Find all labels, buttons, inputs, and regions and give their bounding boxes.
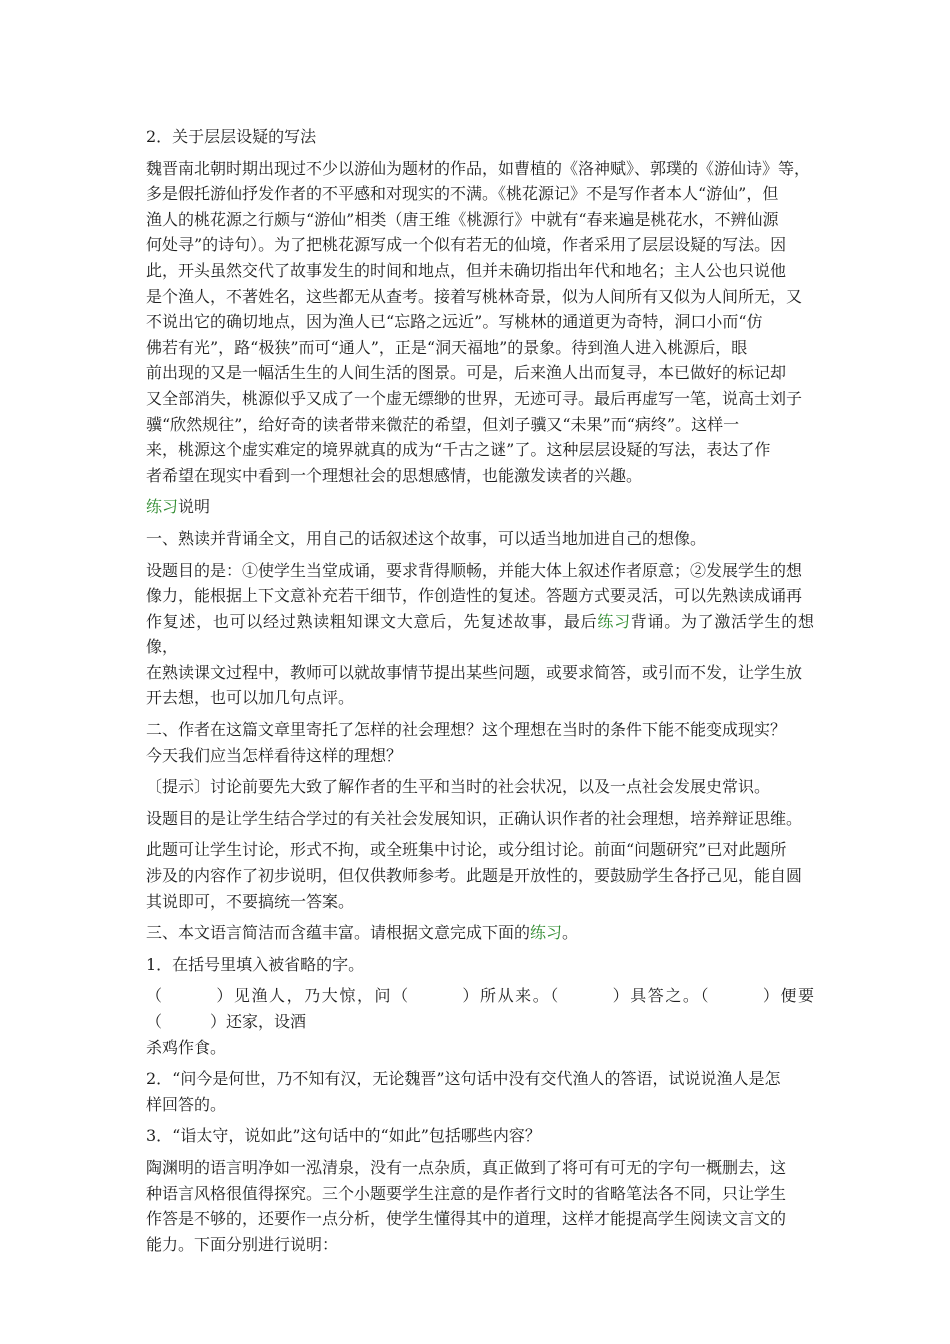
section-heading: 2．关于层层设疑的写法: [146, 127, 317, 146]
question-2-discussion: 此题可让学生讨论，形式不拘，或全班集中讨论，或分组讨论。前面“问题研究”已对此题所 涉及的内容作了初步说明，但仅供教师参考。此题是开放性的，要鼓励学生各抒己见，能自圆 其说即可，不要搞统一答案。: [146, 840, 803, 911]
exercise-link-q3[interactable]: 练习: [530, 923, 563, 943]
exercise-link[interactable]: 练习: [146, 497, 179, 517]
question-2: 二、作者在这篇文章里寄托了怎样的社会理想？这个理想在当时的条件下能不能变成现实？ 今天我们应当怎样看待这样的理想？: [146, 720, 787, 765]
q1-explanation-part-a: 设题目的是：①使学生当堂成诵，要求背得顺畅，并能大体上叙述作者原意；②发展学生的想 像力，能根据上下文意补充若干细节，作创造性的复述。答题方式要灵活，可以先熟读成诵再 作复述，也可以经过熟读粗知课文大意后，先复述故事，最后: [146, 560, 803, 631]
q3-part-b: 。: [562, 923, 579, 943]
q1-explanation-part-b: 背诵。为了激活学生的想像， 在熟读课文过程中，教师可以就故事情节提出某些问题，或要求简答，或引而不发，让学生放 开去想，也可以加几句点评。: [146, 611, 814, 708]
closing-paragraph: 陶渊明的语言明净如一泓清泉，没有一点杂质，真正做到了将可有可无的字句一概删去，这 种语言风格很值得探究。三个小题要学生注意的是作者行文时的省略笔法各不同，只让学生 作答是不够的，还要作一点分析，使学生懂得其中的道理，这样才能提高学生阅读文言文的 能力。下面分别进行说明：: [146, 1157, 787, 1254]
question-3-1-fill: （ ）见渔人，乃大惊，问（ ）所从来。（ ）具答之。（ ）便要（ ）还家，设酒 杀鸡作食。: [146, 986, 814, 1057]
question-3-1: 1．在括号里填入被省略的字。: [146, 954, 365, 974]
question-1-explanation: [146, 558, 814, 712]
question-3: [146, 920, 814, 946]
q3-part-a: 三、本文语言简洁而含蕴丰富。请根据文意完成下面的: [146, 923, 531, 943]
question-3-2: 2．“问今是何世，乃不知有汉，无论魏晋”这句话中没有交代渔人的答语，试说说渔人是怎 样回答的。: [146, 1069, 781, 1114]
exercise-heading: [146, 494, 814, 520]
exercise-heading-rest: 说明: [178, 497, 211, 517]
question-1: 一、熟读并背诵全文，用自己的话叙述这个故事，可以适当地加进自己的想像。: [146, 528, 707, 548]
intro-paragraph: 魏晋南北朝时期出现过不少以游仙为题材的作品，如曹植的《洛神赋》、郭璞的《游仙诗》等， 多是假托游仙抒发作者的不平感和对现实的不满。《桃花源记》不是写作者本人“游仙”，但 渔人的桃花源之行颇与“游仙”相类（唐王维《桃源行》中就有“春来遍是桃花水，不辨仙源 何处寻”的诗句）。为了把桃花源写成一个似有若无的仙境，作者采用了层层设疑的写法。因 此，开头虽然交代了故事发生的时间和地点，但并未确切指出年代和地名；主人公也只说他 是个渔人，不著姓名，这些都无从查考。接着写桃林奇景，似为人间所有又似为人间所无，又 不说出它的确切地点，因为渔人已“忘路之远近”。写桃林的通道更为奇特，洞口小而“仿 佛若有光”，路“极狭”而可“通人”，正是“洞天福地”的景象。待到渔人进入桃源后，眼 前出现的又是一幅活生生的人间生活的图景。可是，后来渔人出而复寻，本已做好的标记却 又全部消失，桃源似乎又成了一个虚无缥缈的世界，无迹可寻。最后再虚写一笔，说高士刘子 骥“欣然规往”，给好奇的读者带来微茫的希望，但刘子骥又“未果”而“病终”。这样一 来，桃源这个虚实难定的境界就真的成为“千古之谜”了。这种层层设疑的写法，表达了作 者希望在现实中看到一个理想社会的思想感情，也能激发读者的兴趣。: [146, 158, 811, 485]
document-page: [146, 124, 814, 1263]
question-2-purpose: 设题目的是让学生结合学过的有关社会发展知识，正确认识作者的社会理想，培养辩证思维。: [146, 808, 803, 828]
question-2-hint: 〔提示〕讨论前要先大致了解作者的生平和当时的社会状况，以及一点社会发展史常识。: [146, 777, 771, 797]
exercise-link-inline[interactable]: 练习: [597, 611, 631, 631]
question-3-3: 3．“诣太守，说如此”这句话中的“如此”包括哪些内容？: [146, 1126, 541, 1146]
